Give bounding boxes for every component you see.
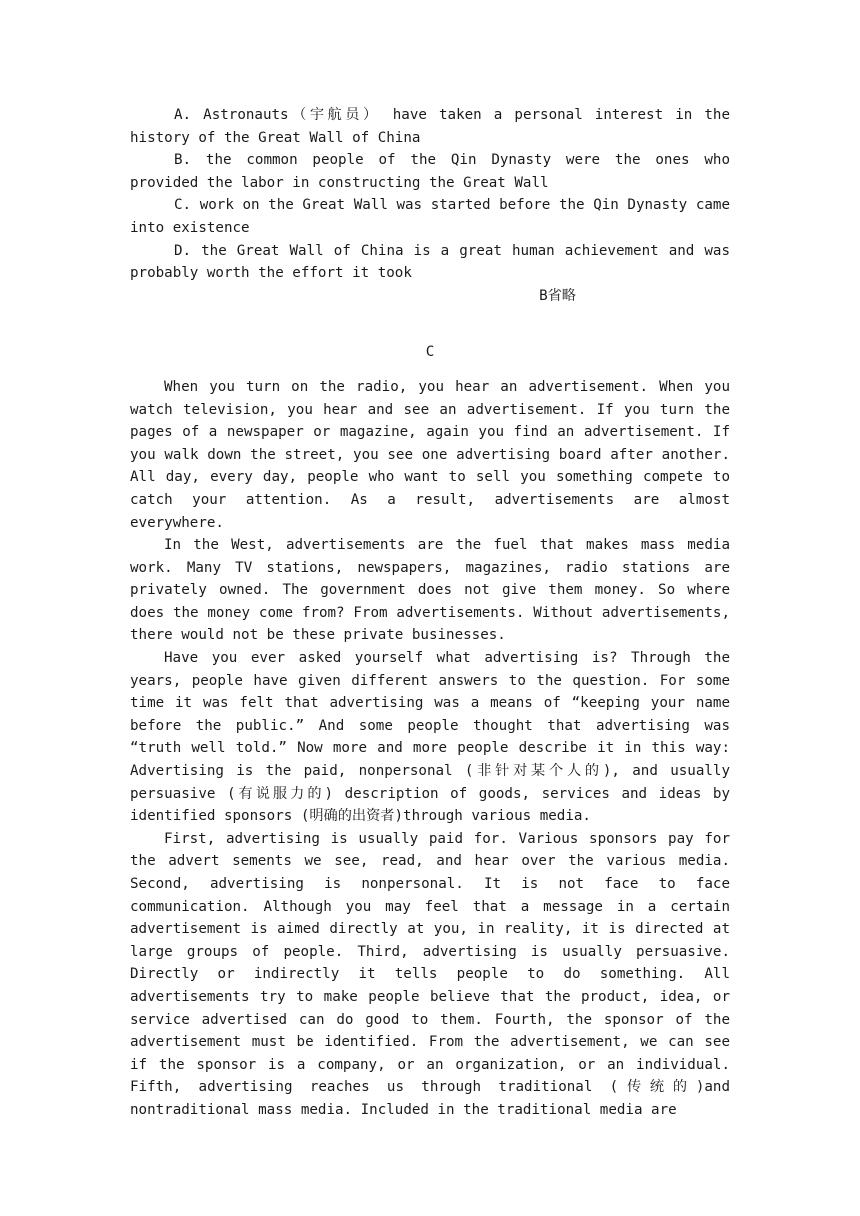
passage-paragraph-3: Have you ever asked yourself what advertising is? Through the years, people have given different answers to the question. For some time it was felt that advertising was a means of “keeping your name before the public.” And some people thought that advertising was “truth well told.” Now more and more people describe it in this way: Advertising is the paid, nonpersonal (非针对某个人的), and usually persuasive (有说服力的) description of goods, services and ideas by identified sponsors (明确的出资者)through various media. (130, 650, 730, 825)
document-page (130, 104, 730, 1122)
answer-option-d: D. the Great Wall of China is a great human achievement and was probably worth the effort it took (130, 242, 730, 282)
section-c-heading: C (425, 344, 435, 361)
answer-option-b: B. the common people of the Qin Dynasty were the ones who provided the labor in constructing the Great Wall (130, 152, 730, 191)
spacer (130, 364, 730, 376)
spacer (130, 307, 730, 341)
answer-option-c: C. work on the Great Wall was started before the Qin Dynasty came into existence (130, 197, 730, 236)
section-b-heading: B省略 (539, 287, 576, 304)
passage-paragraph-1: When you turn on the radio, you hear an advertisement. When you watch television, you hear and see an advertisement. If you turn the pages of a newspaper or magazine, again you find an advertisement. If you walk down the street, you see one advertising board after another. All day, every day, people who want to sell you something compete to catch your attention. As a result, advertisements are almost everywhere. (130, 378, 730, 531)
passage-paragraph-4: First, advertising is usually paid for. Various sponsors pay for the advert sements we see, read, and hear over the various media. Second, advertising is nonpersonal. It is not face to face communication. Although you may feel that a message in a certain advertisement is aimed directly at you, in reality, it is directed at large groups of people. Third, advertising is usually persuasive. Directly or indirectly it tells people to do something. All advertisements try to make people believe that the product, idea, or service advertised can do good to them. Fourth, the sponsor of the advertisement must be identified. From the advertisement, we can see if the sponsor is a company, or an organization, or an individual. Fifth, advertising reaches us through traditional (传统的)and nontraditional mass media. Included in the traditional media are (130, 830, 730, 1118)
passage-paragraph-2: In the West, advertisements are the fuel that makes mass media work. Many TV stations, newspapers, magazines, radio stations are privately owned. The government does not give them money. So where does the money come from? From advertisements. Without advertisements, there would not be these private businesses. (130, 537, 730, 644)
answer-option-a: A. Astronauts（宇航员） have taken a personal interest in the history of the Great Wall of China (130, 107, 730, 146)
